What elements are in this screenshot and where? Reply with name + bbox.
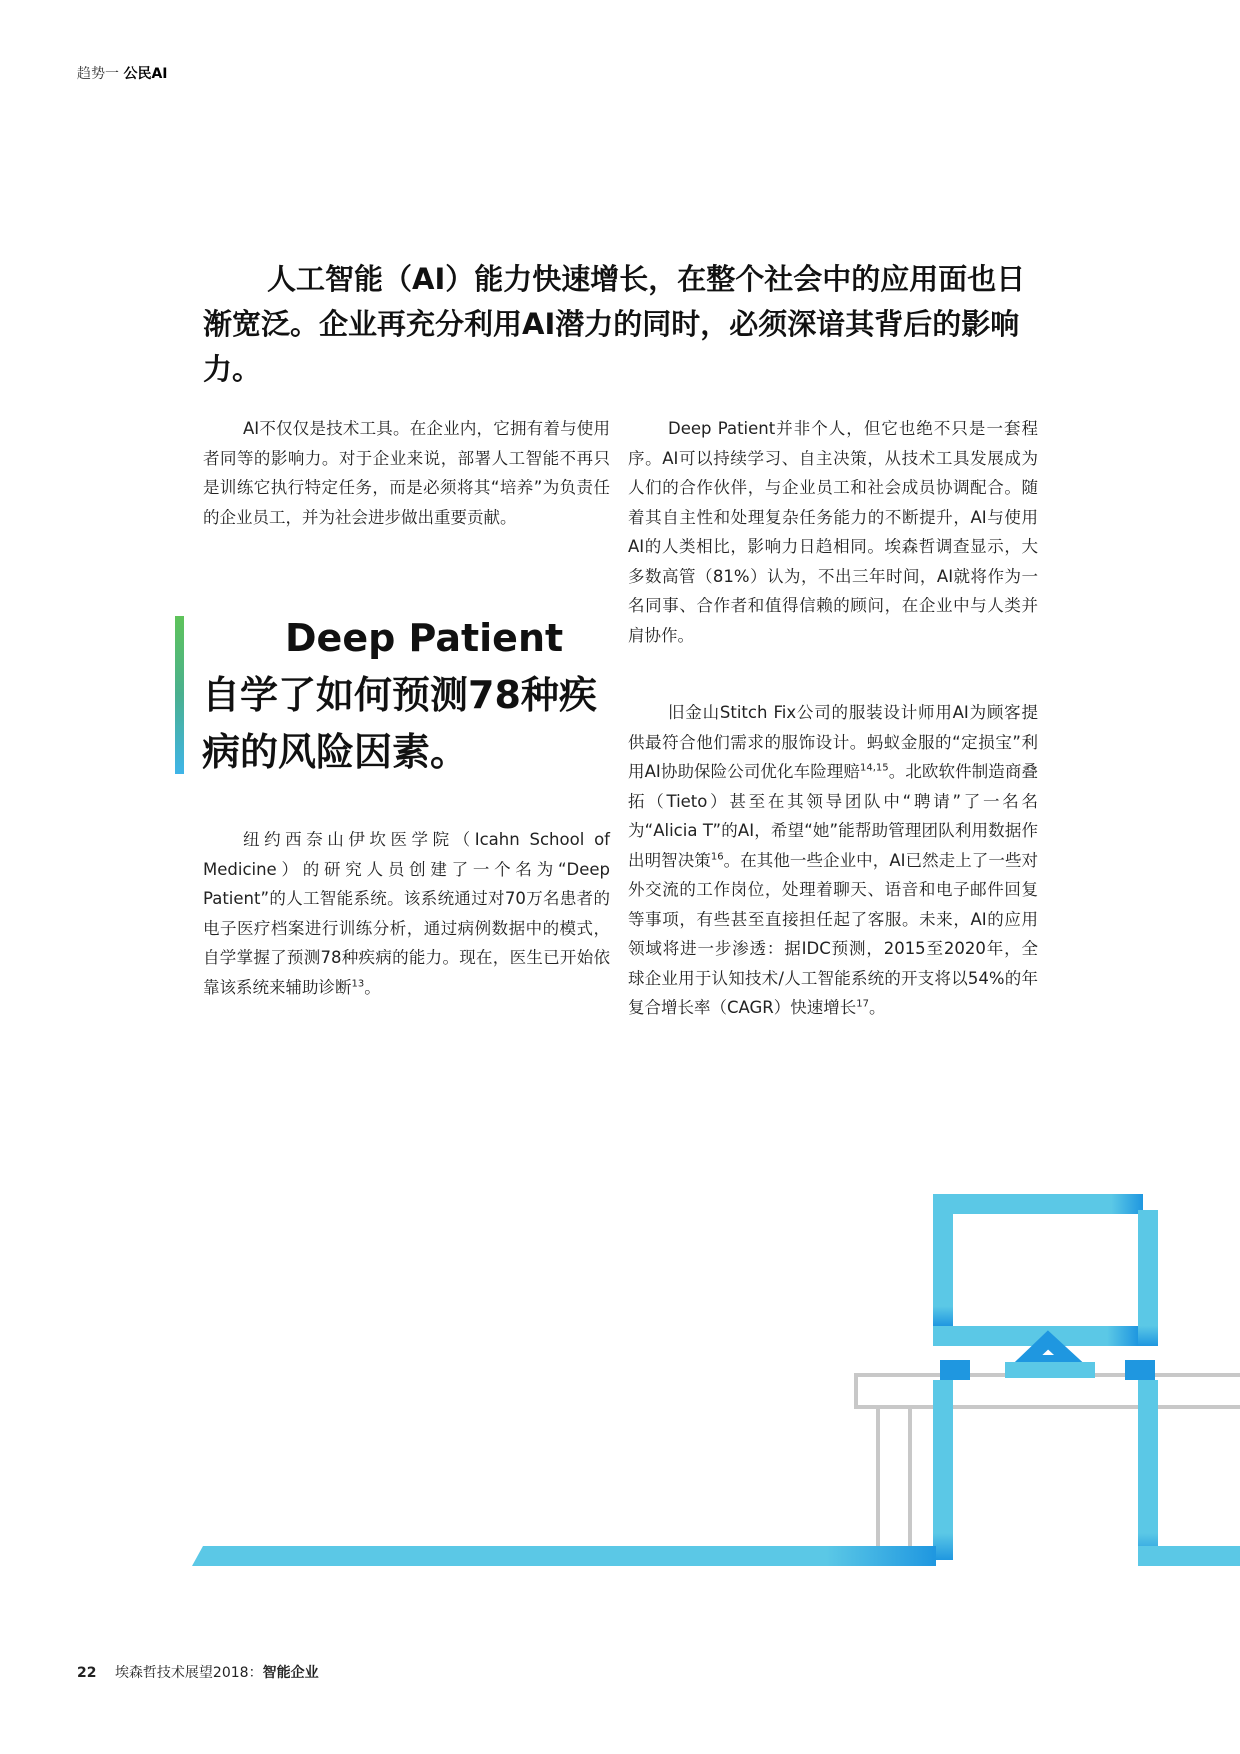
- publication-subtitle: 智能企业: [262, 1665, 319, 1681]
- section-prefix: 趋势一: [77, 66, 119, 82]
- left-column-intro: [203, 414, 610, 532]
- page-footer: [77, 1662, 319, 1682]
- left-paragraph-2-text: 纽约西奈山伊坎医学院（Icahn School of Medicine）的研究人员创建了一个名为“Deep Patient”的人工智能系统。该系统通过对70万名患者的电子医疗档案进行训练分析，通过病例数据中的模式，自学掌握了预测78种疾病的能力。现在，医生已开始依靠该系统来辅助诊断: [203, 830, 610, 997]
- right-paragraph-2: [628, 698, 1038, 1023]
- footnote-ref: 14,15: [860, 762, 889, 774]
- headline: 人工智能（AI）能力快速增长，在整个社会中的应用面也日渐宽泛。企业再充分利用AI潜力的同时，必须深谙其背后的影响力。: [203, 262, 1026, 386]
- section-topic: 公民AI: [123, 66, 168, 82]
- footnote-ref: 16: [710, 851, 724, 862]
- paragraph-end: 。: [364, 977, 381, 997]
- right-paragraph-2-text-b: 。北欧软件制造商叠拓（Tieto）甚至在其领导团队中“聘请”了一名名为“Alicia T”的AI，希望“她”能帮助管理团队利用数据作出明智决策: [628, 762, 1039, 870]
- publication-title: 埃森哲技术展望2018：: [114, 1665, 263, 1681]
- left-column-body: [203, 825, 610, 1002]
- pullquote: [202, 610, 602, 781]
- footnote-ref: 17: [856, 998, 870, 1010]
- right-paragraph-2-text-a: 旧金山Stitch Fix公司的服装设计师用AI为顾客提供最符合他们需求的服饰设计。蚂蚁金服的“定损宝”利用AI协助保险公司优化车险理赔: [628, 703, 1038, 781]
- pullquote-line-1: Deep Patient: [285, 616, 564, 660]
- section-header: [77, 63, 168, 83]
- left-paragraph-2: [203, 825, 610, 1002]
- page-number: 22: [77, 1665, 97, 1681]
- pullquote-accent-bar: [175, 616, 184, 774]
- paragraph-end: 。: [869, 998, 886, 1017]
- computer-ribbon-illustration: [0, 1180, 1240, 1600]
- right-paragraph-2-text-c: 。在其他一些企业中，AI已然走上了一些对外交流的工作岗位，处理着聊天、语音和电子邮件回复等事项，有些甚至直接担任起了客服。未来，AI的应用领域将进一步渗透：据IDC预测，2015至2020年，全球企业用于认知技术/人工智能系统的开支将以54%的年复合增长率（CAGR）快速增长: [628, 850, 1039, 1017]
- left-paragraph-1: AI不仅仅是技术工具。在企业内，它拥有着与使用者同等的影响力。对于企业来说，部署人工智能不再只是训练它执行特定任务，而是必须将其“培养”为负责任的企业员工，并为社会进步做出重要贡献。: [203, 419, 610, 527]
- right-column-top: [628, 414, 1038, 650]
- floor-ribbon: [192, 1546, 1240, 1566]
- right-column-bottom: [628, 698, 1038, 1023]
- pullquote-line-2: 自学了如何预测78种疾病的风险因素。: [202, 673, 597, 774]
- right-paragraph-1: Deep Patient并非个人，但它也绝不只是一套程序。AI可以持续学习、自主决策，从技术工具发展成为人们的合作伙伴，与企业员工和社会成员协调配合。随着其自主性和处理复杂任务能力的不断提升，AI与使用AI的人类相比，影响力日趋相同。埃森哲调查显示，大多数高管（81%）认为，不出三年时间，AI就将作为一名同事、合作者和值得信赖的顾问，在企业中与人类并肩协作。: [628, 419, 1038, 645]
- desk-outline: [856, 1375, 1240, 1565]
- footnote-ref: 13: [351, 978, 365, 989]
